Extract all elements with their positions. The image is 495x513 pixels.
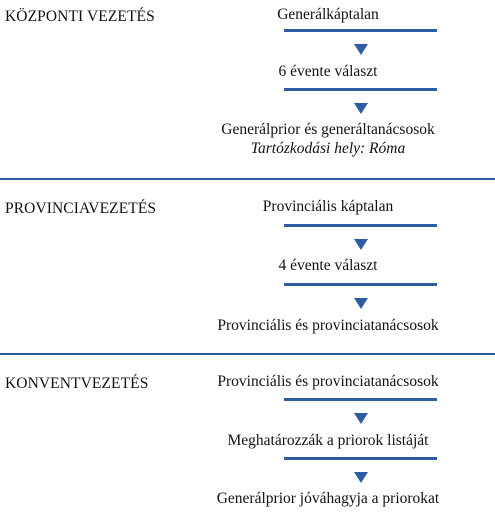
node-6-evente: 6 évente választ	[278, 63, 378, 80]
node-meghatarozzak: Meghatározzák a priorok listáját	[227, 432, 429, 449]
section-divider	[0, 353, 495, 355]
node-konvent-provincialis: Provinciális és provinciatanácsosok	[217, 373, 439, 390]
down-arrow-icon	[354, 413, 368, 424]
down-arrow-icon	[354, 44, 368, 55]
node-generalprior-sub: Tartózkodási hely: Róma	[250, 140, 406, 157]
down-arrow-icon	[354, 472, 368, 483]
node-4-evente: 4 évente választ	[278, 257, 378, 274]
node-generalkaptalan: Generálkáptalan	[277, 6, 379, 23]
flow-bar	[284, 457, 437, 460]
down-arrow-icon	[354, 298, 368, 309]
node-provincialis-tanacsosok: Provinciális és provinciatanácsosok	[217, 317, 439, 334]
section-title-kozponti: KÖZPONTI VEZETÉS	[5, 8, 155, 25]
flow-bar	[284, 283, 437, 286]
section-title-konvent: KONVENTVEZETÉS	[5, 375, 149, 392]
node-generalprior-jovahagyja: Generálprior jóváhagyja a priorokat	[216, 490, 440, 507]
node-generalprior	[163, 120, 493, 158]
section-title-provincia: PROVINCIAVEZETÉS	[5, 200, 157, 217]
flow-bar	[284, 88, 437, 91]
down-arrow-icon	[354, 103, 368, 114]
node-generalprior-text: Generálprior és generáltanácsosok	[221, 121, 435, 138]
flow-bar	[284, 398, 437, 401]
node-provincialis-kaptalan: Provinciális káptalan	[262, 198, 394, 215]
flow-bar	[284, 224, 437, 227]
section-divider	[0, 178, 495, 180]
down-arrow-icon	[354, 239, 368, 250]
flow-bar	[284, 29, 437, 32]
